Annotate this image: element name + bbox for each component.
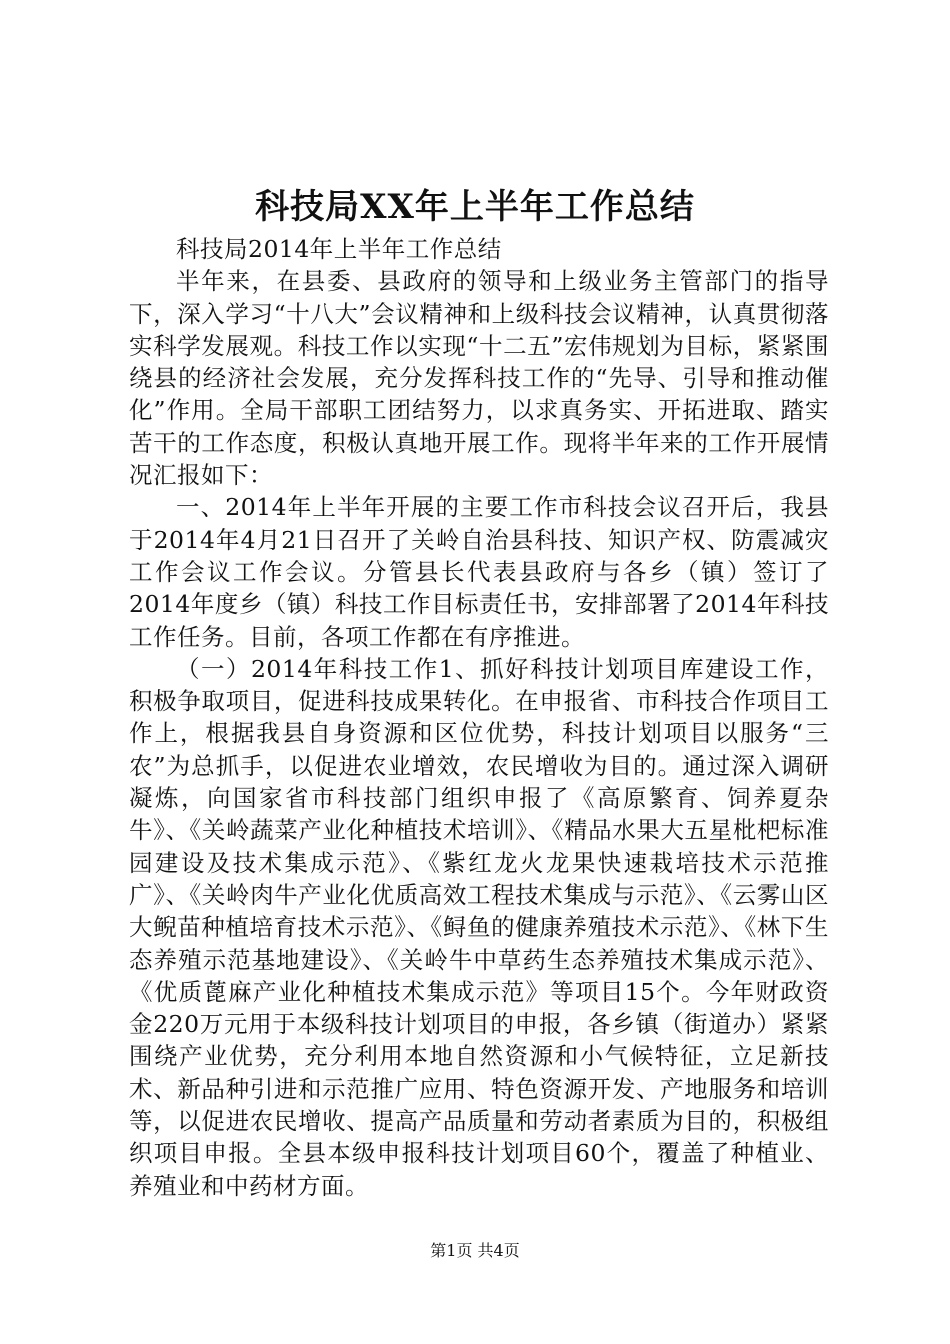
page-footer: 第1页 共4页 <box>430 1241 520 1260</box>
document-body <box>129 233 829 1202</box>
paragraph-intro: 半年来，在县委、县政府的领导和上级业务主管部门的指导下，深入学习“十八大”会议精神和上级科技会议精神，认真贯彻落实科学发展观。科技工作以实现“十二五”宏伟规划为目标，紧紧围绕县的经济社会发展，充分发挥科技工作的“先导、引导和推动催化”作用。全局干部职工团结努力，以求真务实、开拓进取、踏实苦干的工作态度，积极认真地开展工作。现将半年来的工作开展情况汇报如下： <box>129 267 829 490</box>
paragraph-subsection-one: （一）2014年科技工作1、抓好科技计划项目库建设工作，积极争取项目，促进科技成果转化。在申报省、市科技合作项目工作上，根据我县自身资源和区位优势，科技计划项目以服务“三农”为总抓手，以促进农业增效，农民增收为目的。通过深入调研凝炼，向国家省市科技部门组织申报了《高原繁育、饲养夏杂牛》、《关岭蔬菜产业化种植技术培训》、《精品水果大五星枇杷标准园建设及技术集成示范》、《紫红龙火龙果快速栽培技术示范推广》、《关岭肉牛产业化优质高效工程技术集成与示范》、《云雾山区大鲵苗种植培育技术示范》、《鲟鱼的健康养殖技术示范》、《林下生态养殖示范基地建设》、《关岭牛中草药生态养殖技术集成示范》、《优质蓖麻产业化种植技术集成示范》等项目15个。今年财政资金220万元用于本级科技计划项目的申报，各乡镇（街道办）紧紧围绕产业优势，充分利用本地自然资源和小气候特征，立足新技术、新品种引进和示范推广应用、特色资源开发、产地服务和培训等，以促进农民增收、提高产品质量和劳动者素质为目的，积极组织项目申报。全县本级申报科技计划项目60个，覆盖了种植业、养殖业和中药材方面。 <box>129 654 829 1200</box>
document-subtitle: 科技局2014年上半年工作总结 <box>176 235 502 263</box>
paragraph-section-one: 一、2014年上半年开展的主要工作市科技会议召开后，我县于2014年4月21日召开了关岭自治县科技、知识产权、防震减灾工作会议工作会议。分管县长代表县政府与各乡（镇）签订了2014年度乡（镇）科技工作目标责任书，安排部署了2014年科技工作任务。目前，各项工作都在有序推进。 <box>129 493 829 651</box>
document-title: 科技局XX年上半年工作总结 <box>255 187 695 227</box>
